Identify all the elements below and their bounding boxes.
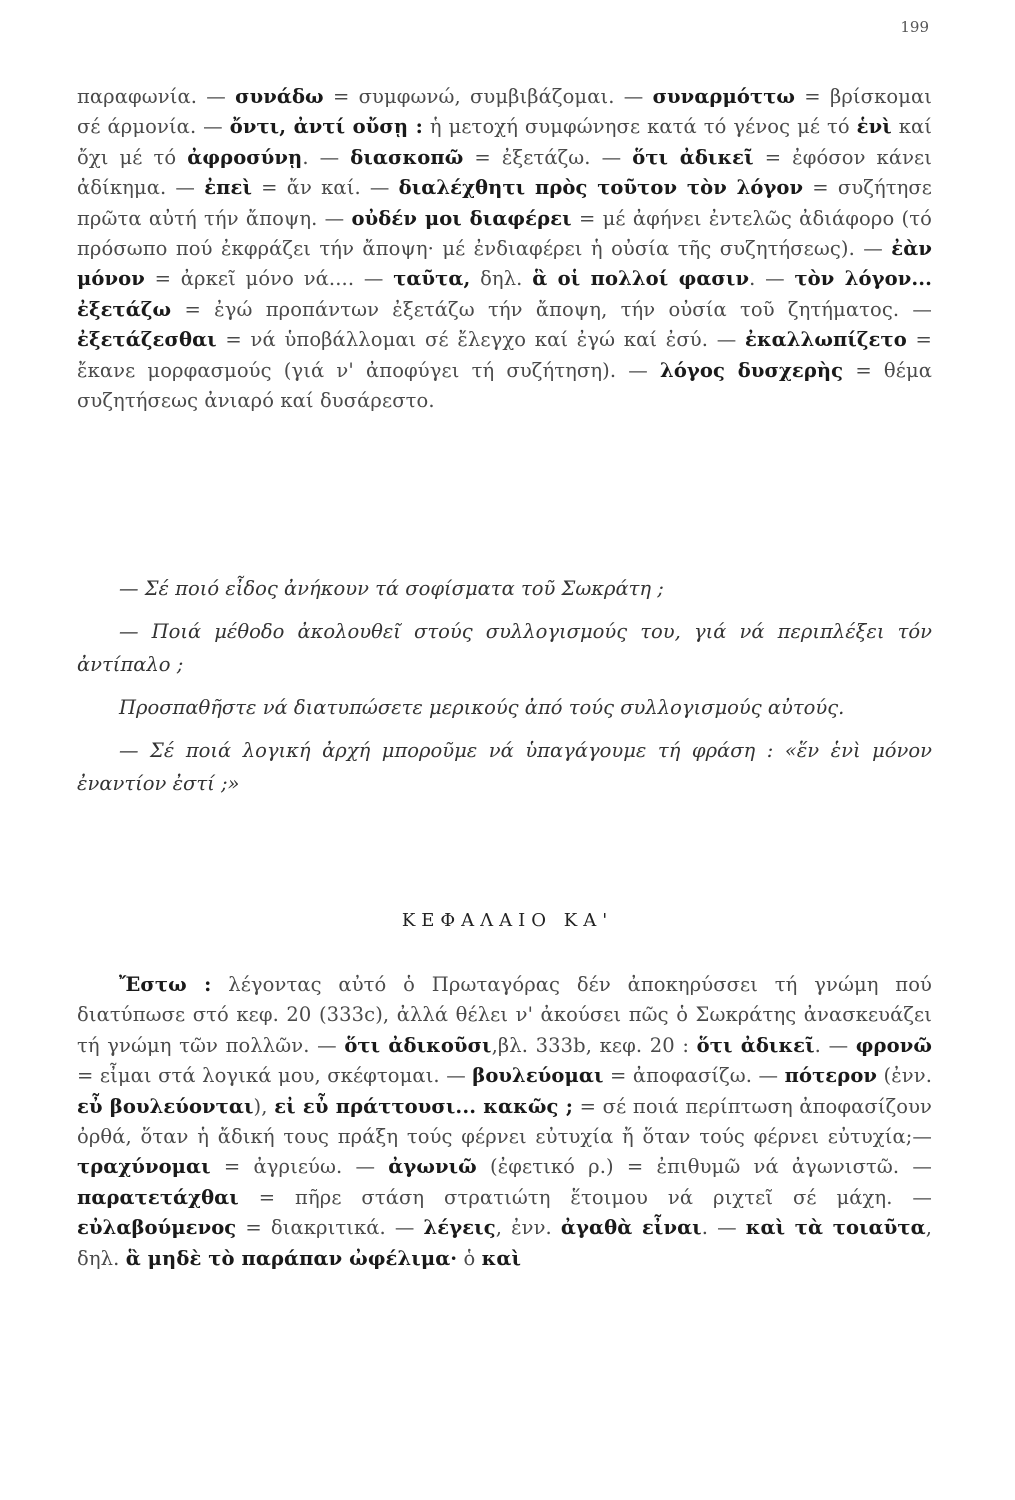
glossary-term: οὐδέν μοι διαφέρει xyxy=(351,206,572,230)
glossary-term: ἃ μηδὲ τὸ παράπαν ὠφέλιμα· xyxy=(125,1246,458,1270)
glossary-term: συνάδω xyxy=(235,85,324,108)
glossary-term: ἀγωνιῶ xyxy=(388,1155,477,1179)
study-question: — Σέ ποιό εἶδος ἀνήκουν τά σοφίσματα τοῦ Σωκράτη ; xyxy=(119,577,664,600)
glossary-definition: = πῆρε στάση στρατιώτη ἕτοιμου νά ριχτεῖ σέ μάχη. — xyxy=(238,1185,932,1209)
glossary-term: ἐὰν μόνον xyxy=(77,237,932,291)
glossary-definition: = ἐξετάζω. — xyxy=(463,145,633,169)
glossary-definition: = ἐγώ προπάντων ἐξετάζω τήν ἄποψη, τήν οὐσία τοῦ ζητήματος. — xyxy=(171,297,932,321)
glossary-definition: = εἶμαι στά λογικά μου, σκέφτομαι. — xyxy=(77,1064,473,1088)
glossary-term: βουλεύομαι xyxy=(472,1064,604,1088)
glossary-term: ἑνὶ xyxy=(856,115,892,139)
study-question: — Ποιά μέθοδο ἀκολουθεῖ στούς συλλογισμούς του, γιά νά περιπλέξει τόν ἀντίπαλο ; xyxy=(77,620,932,676)
study-question: — Σέ ποιά λογική ἀρχή μποροῦμε νά ὑπαγάγουμε τή φράση : «ἕν ἑνὶ μόνον ἐναντίον ἐστί ;» xyxy=(77,739,932,795)
glossary-term: συναρμόττω xyxy=(652,85,796,108)
glossary-term: παρατετάχθαι xyxy=(77,1185,239,1209)
glossary-definition: , ἐνν. xyxy=(495,1216,561,1240)
glossary-definition: = βρίσκομαι σέ άρμονία. — xyxy=(77,85,932,139)
study-question: Προσπαθῆστε νά διατυπώσετε μερικούς ἀπό τούς συλλογισμούς αὐτούς. xyxy=(119,696,845,719)
glossary-term: καὶ τὰ τοιαῦτα xyxy=(745,1216,926,1240)
glossary-term: ἀφροσύνῃ xyxy=(187,145,303,169)
glossary-term: φρονῶ xyxy=(855,1033,932,1057)
page-number: 199 xyxy=(900,18,929,36)
glossary-definition: (ἐνν. xyxy=(877,1064,933,1088)
chapter-heading: ΚΕΦΑΛΑΙΟ ΚΑ' xyxy=(401,910,614,931)
glossary-term: ὅτι ἀδικεῖ xyxy=(696,1033,815,1057)
glossary-term: εὖ βουλεύονται xyxy=(77,1094,254,1118)
glossary-term: ὅτι ἀδικεῖ xyxy=(632,145,754,169)
glossary-term: διαλέχθητι πρὸς τοῦτον τὸν λόγον xyxy=(398,176,804,200)
glossary-term: καὶ xyxy=(481,1246,521,1270)
glossary-term: εὐλαβούμενος xyxy=(77,1216,237,1240)
glossary-definition: = ἔκανε μορφασμούς (γιά ν' ἀποφύγει τή συζήτηση). — xyxy=(77,328,932,382)
glossary-definition: . — xyxy=(701,1216,746,1240)
glossary-definition: λέγοντας αὐτό ὁ Πρωταγόρας δέν ἀποκηρύσσει τή γνώμη πού διατύπωσε στό κεφ. 20 (333c), ἀλλά θέλει ν' ἀκούσει πῶς ὁ Σωκράτης ἀνασκευάζει τή γνώμη τῶν πολλῶν. — xyxy=(77,973,932,1057)
glossary-term: λέγεις xyxy=(423,1216,496,1240)
glossary-definition: = συμφωνώ, συμβιβάζομαι. — xyxy=(323,85,653,108)
glossary-definition: = ἀποφασίζω. — xyxy=(603,1064,785,1088)
glossary-definition: . — xyxy=(302,145,351,169)
glossary-term: ὅτι ἀδικοῦσι xyxy=(344,1033,492,1057)
glossary-definition: ὁ xyxy=(457,1246,482,1270)
glossary-term: ταῦτα, xyxy=(393,267,471,291)
glossary-definition: = ἀρκεῖ μόνο νά.... — xyxy=(144,267,394,291)
study-questions xyxy=(77,572,932,810)
glossary-top xyxy=(77,82,932,416)
glossary-definition: = ἄν καί. — xyxy=(252,176,399,200)
glossary-term: ἐξετάζεσθαι xyxy=(77,328,217,352)
glossary-definition: = ἐφόσον κάνει ἀδίκημα. — xyxy=(77,145,932,200)
glossary-definition: , δηλ. xyxy=(77,1216,932,1270)
glossary-definition: = συζήτησε πρῶτα αὐτή τήν ἄποψη. — xyxy=(77,176,933,230)
glossary-definition: ἡ μετοχή συμφώνησε κατά τό γένος μέ τό xyxy=(422,115,857,139)
glossary-term: διασκοπῶ xyxy=(350,145,464,169)
glossary-definition: ), xyxy=(253,1094,275,1118)
glossary-bottom xyxy=(77,970,932,1274)
glossary-term: ἐπεὶ xyxy=(204,176,253,200)
glossary-definition: καί ὄχι μέ τό xyxy=(77,115,932,169)
glossary-term: τραχύνομαι xyxy=(77,1155,211,1179)
glossary-definition: δηλ. xyxy=(470,267,533,291)
glossary-definition: = σέ ποιά περίπτωση ἀποφασίζουν ὀρθά, ὅταν ἡ ἄδική τους πράξη τούς φέρνει εὐτυχία ἤ ὅταν τούς φέρνει εὐτυχία;— xyxy=(77,1094,932,1149)
glossary-term: ὄντι, ἀντί οὔσῃ : xyxy=(229,115,423,139)
glossary-term: πότερον xyxy=(784,1064,878,1088)
glossary-definition: = θέμα συζητήσεως ἀνιαρό καί δυσάρεστο. xyxy=(77,358,933,413)
glossary-definition: . — xyxy=(749,267,795,291)
glossary-term: εἰ εὖ πράττουσι... κακῶς ; xyxy=(274,1094,573,1118)
glossary-term: ἃ οἱ πολλοί φασιν xyxy=(532,267,750,291)
glossary-term: ἐκαλλωπίζετο xyxy=(745,328,907,352)
glossary-term: ἀγαθὰ εἶναι xyxy=(560,1216,702,1240)
glossary-definition: = νά ὑποβάλλομαι σέ ἔλεγχο καί ἐγώ καί ἐσύ. — xyxy=(216,328,746,352)
glossary-term: λόγος δυσχερὴς xyxy=(660,358,844,382)
glossary-term: τὸν λόγον... ἐξετάζω xyxy=(77,267,932,321)
glossary-definition: = διακριτικά. — xyxy=(236,1216,424,1240)
glossary-definition: ,βλ. 333b, κεφ. 20 : xyxy=(491,1033,697,1057)
glossary-definition: = μέ ἀφήνει ἐντελῶς ἀδιάφορο (τό πρόσωπο πού ἐκφράζει τήν ἄποψη· μέ ἐνδιαφέρει ἡ οὐσία τῆς συζητήσεως). — xyxy=(77,206,932,261)
glossary-definition: παραφωνία. — xyxy=(77,85,236,108)
glossary-term: Ἔστω : xyxy=(119,973,212,996)
glossary-definition: (ἐφετικό ρ.) = ἐπιθυμῶ νά ἀγωνιστῶ. — xyxy=(476,1155,932,1179)
glossary-definition: = ἀγριεύω. — xyxy=(210,1155,389,1179)
glossary-definition: . — xyxy=(814,1033,856,1057)
